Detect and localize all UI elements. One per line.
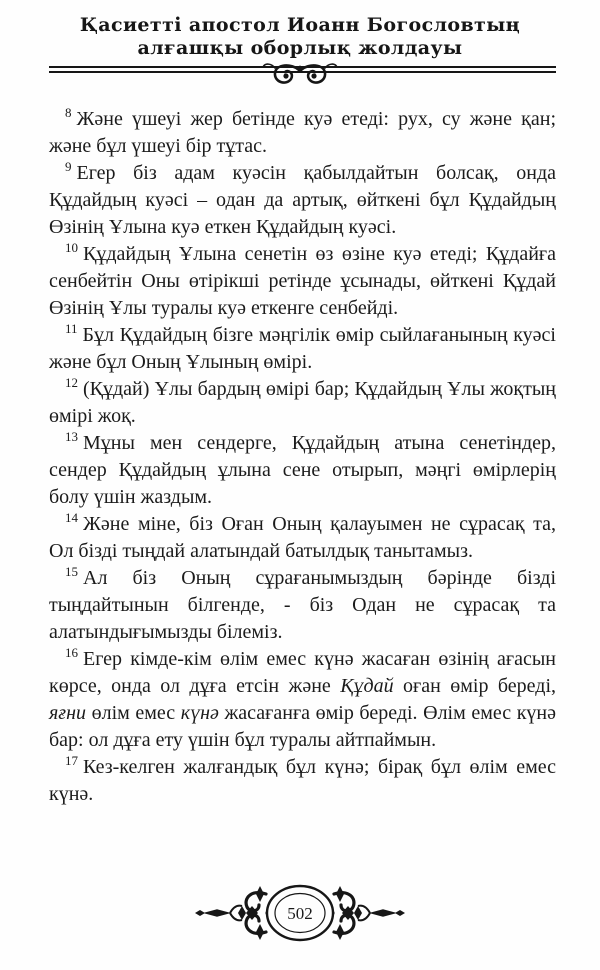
verse-text: өлім емес bbox=[86, 702, 181, 724]
verse-paragraph bbox=[49, 106, 556, 160]
verse-text: Құдайдың Ұлына сенетін өз өзіне куә етеді; Құдайға сенбейтін Оны өтірікші ретінде ұсынады, өйткені Құдай Өзінің Ұлы туралы куә еткенге сенбейді. bbox=[49, 243, 556, 319]
footer-cartouche-ornament-icon bbox=[194, 881, 406, 945]
left-flourish bbox=[195, 886, 271, 940]
verse-paragraph bbox=[49, 160, 556, 241]
verse-text-block bbox=[49, 106, 556, 808]
verse-number: 17 bbox=[65, 753, 78, 769]
verse-number: 16 bbox=[65, 645, 78, 661]
verse-text: (Құдай) Ұлы бардың өмірі бар; Құдайдың Ұлы жоқтың өмірі жоқ. bbox=[49, 378, 556, 427]
verse-number: 12 bbox=[65, 375, 78, 391]
page-header bbox=[0, 14, 600, 60]
verse-emphasized-text: яғни bbox=[49, 702, 87, 724]
verse-number: 15 bbox=[65, 564, 78, 580]
header-title-line-2: алғашқы оборлық жолдауы bbox=[137, 37, 463, 59]
verse-paragraph bbox=[49, 376, 556, 430]
header-title-line-1: Қасиетті апостол Иоанн Богословтың bbox=[79, 14, 521, 36]
verse-text: Мұны мен сендерге, Құдайдың атына сенетіндер, сендер Құдайдың ұлына сене отырып, мәңгі өмірлерің болу үшін жаздым. bbox=[49, 432, 556, 508]
verse-text: Егер біз адам куәсін қабылдайтын болсақ, онда Құдайдың куәсі – одан да артық, өйткені бұл Құдайдың Өзінің Ұлына куә еткен Құдайдың куәсі. bbox=[49, 162, 556, 238]
verse-emphasized-text: күнә bbox=[180, 702, 219, 724]
verse-number: 11 bbox=[65, 321, 78, 337]
header-scroll-ornament-icon bbox=[261, 61, 339, 95]
verse-text: Ал біз Оның сұрағанымыздың бәрінде бізді тыңдайтынын білгенде, - біз Одан не сұрасақ та алатындығымызды білеміз. bbox=[49, 567, 556, 643]
page-number: 502 bbox=[287, 904, 313, 923]
verse-number: 14 bbox=[65, 510, 78, 526]
verse-text: Бұл Құдайдың бізге мәңгілік өмір сыйлағанының куәсі және бұл Оның Ұлының өмірі. bbox=[49, 324, 556, 373]
verse-number: 9 bbox=[65, 159, 72, 175]
verse-text: Кез-келген жалғандық бұл күнә; бірақ бұл өлім емес күнә. bbox=[49, 756, 556, 805]
verse-paragraph bbox=[49, 322, 556, 376]
verse-paragraph bbox=[49, 646, 556, 754]
verse-text: Егер кімде-кім өлім емес күнә жасаған өзінің ағасын көрсе, онда ол дұға етсін және bbox=[49, 648, 556, 697]
verse-paragraph bbox=[49, 754, 556, 808]
right-flourish bbox=[329, 886, 405, 940]
verse-text: жасағанға өмір береді. Өлім емес күнә бар: ол дұға ету үшін бұл туралы айтпаймын. bbox=[49, 702, 556, 751]
verse-paragraph bbox=[49, 430, 556, 511]
verse-paragraph bbox=[49, 511, 556, 565]
verse-paragraph bbox=[49, 241, 556, 322]
verse-text: Және үшеуі жер бетінде куә етеді: рух, су және қан; және бұл үшеуі бір тұтас. bbox=[49, 108, 556, 157]
verse-paragraph bbox=[49, 565, 556, 646]
verse-text: Және міне, біз Оған Оның қалауымен не сұрасақ та, Ол бізді тыңдай алатындай батылдық танытамыз. bbox=[49, 513, 556, 562]
verse-number: 13 bbox=[65, 429, 78, 445]
verse-number: 10 bbox=[65, 240, 78, 256]
verse-emphasized-text: Құдай bbox=[340, 675, 394, 697]
verse-text: оған өмір береді, bbox=[393, 675, 557, 697]
verse-number: 8 bbox=[65, 105, 72, 121]
